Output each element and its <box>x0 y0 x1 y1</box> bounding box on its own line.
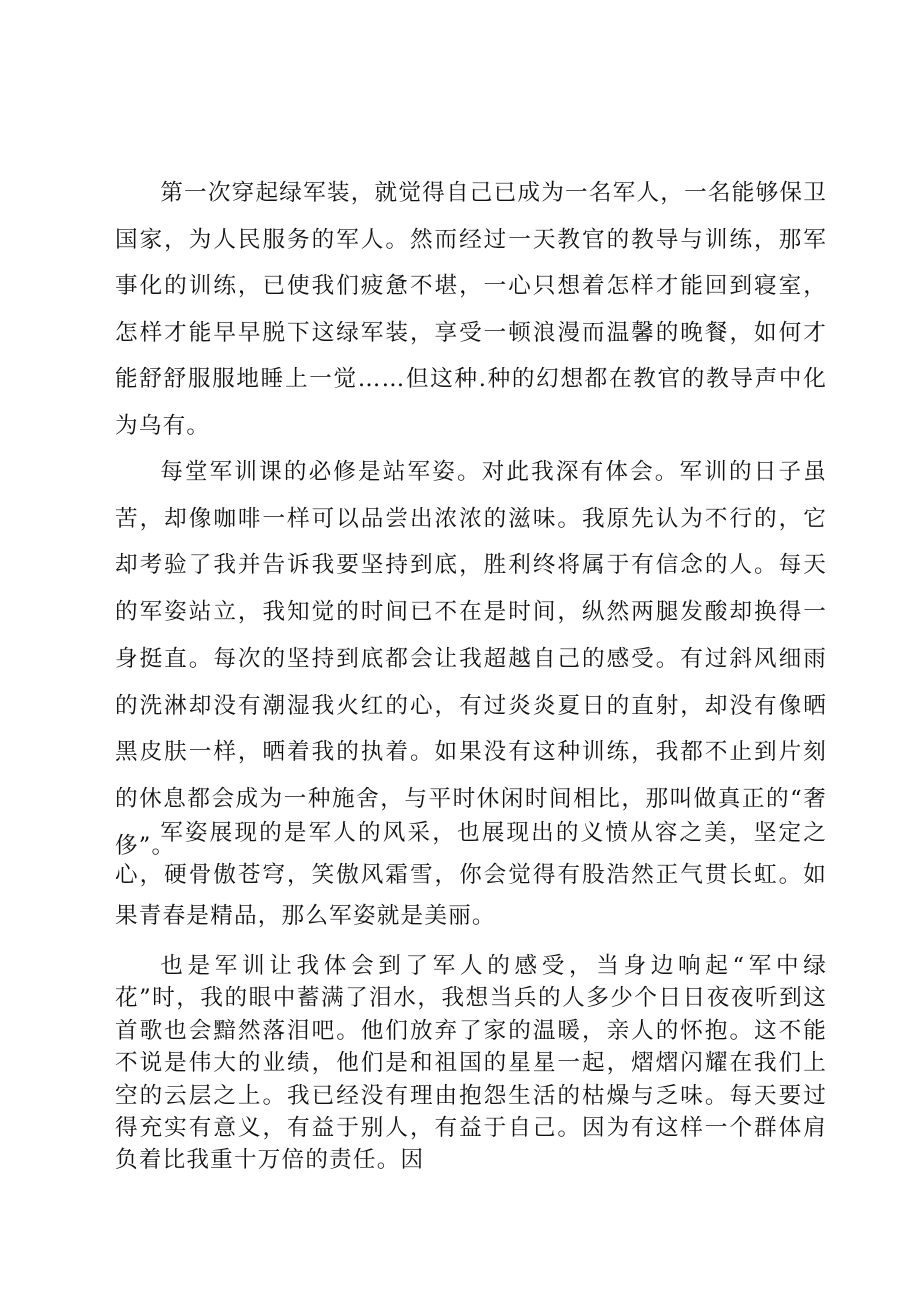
paragraph-standing-posture: 每堂军训课的必修是站军姿。对此我深有体会。军训的日子虽苦，却像咖啡一样可以品尝出浓浓的滋味。我原先认为不行的，它却考验了我并告诉我要坚持到底，胜利终将属于有信念的人。每天的军姿站立，我知觉的时间已不在是时间，纵然两腿发酸却换得一身挺直。每次的坚持到底都会让我超越自己的感受。有过斜风细雨的洗淋却没有潮湿我火红的心，有过炎炎夏日的直射，却没有像晒黑皮肤一样，晒着我的执着。如果没有这种训练，我都不止到片刻的休息都会成为一种施舍，与平时休闲时间相比，那叫做真正的“奢侈”。 <box>115 459 827 859</box>
paragraph-first-uniform: 第一次穿起绿军装，就觉得自己已成为一名军人，一名能够保卫国家，为人民服务的军人。然而经过一天教官的教导与训练，那军事化的训练，已使我们疲惫不堪，一心只想着怎样才能回到寝室，怎样才能早早脱下这绿军装，享受一顿浪漫而温馨的晚餐，如何才能舒舒服服地睡上一觉……但这种.种的幻想都在教官的教导声中化为乌有。 <box>115 180 827 439</box>
paragraph-soldier-feelings: 也是军训让我体会到了军人的感受，当身边响起“军中绿花”时，我的眼中蓄满了泪水，我想当兵的人多少个日日夜夜听到这首歌也会黯然落泪吧。他们放弃了家的温暖，亲人的怀抱。这不能不说是伟大的业绩，他们是和祖国的星星一起，熠熠闪耀在我们上空的云层之上。我已经没有理由抱怨生活的枯燥与乏味。每天要过得充实有意义，有益于别人，有益于自己。因为有这样一个群体肩负着比我重十万倍的责任。因 <box>115 953 827 1174</box>
paragraph-military-bearing: 军姿展现的是军人的风采，也展现出的义愤从容之美，坚定之心，硬骨傲苍穹，笑傲风霜雪，你会觉得有股浩然正气贯长虹。如果青春是精品，那么军姿就是美丽。 <box>115 820 827 929</box>
